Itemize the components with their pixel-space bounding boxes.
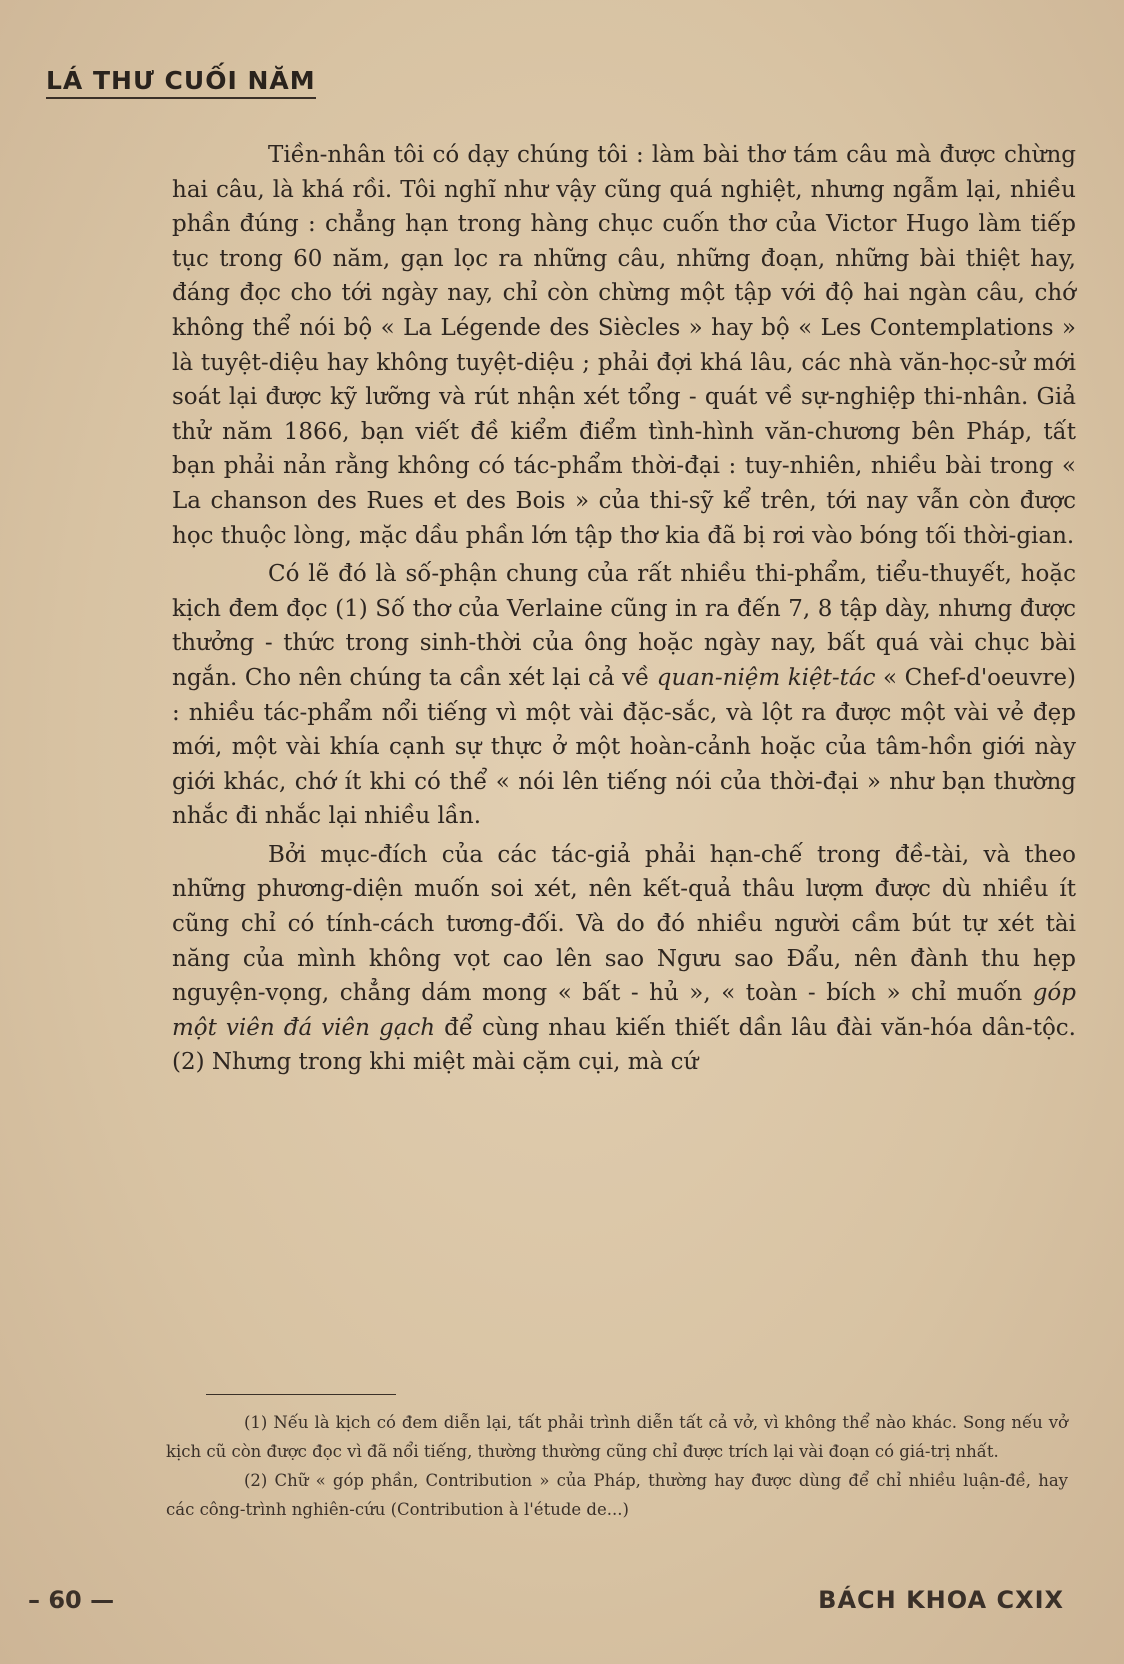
- paragraph-2-text-a: Có lẽ đó là số-phận chung của rất nhiều thi-phẩm, tiểu-thuyết, hoặc kịch đem đọc (1) Số thơ của Verlaine cũng in ra đến 7, 8 tập dày, nhưng được thưởng - thức trong sinh-thời của ông hoặc ngày nay, bất quá vài chục bài ngắn. Cho nên chúng ta cần xét lại cả về: [172, 561, 1076, 691]
- paragraph-2-italic: quan-niệm kiệt-tác: [656, 664, 876, 691]
- page-header-title: LÁ THƯ CUỐI NĂM: [46, 66, 316, 99]
- paragraph-3-text-a: Bởi mục-đích của các tác-giả phải hạn-chế trong đề-tài, và theo những phương-diện muốn soi xét, nên kết-quả thâu lượm được dù nhiều ít cũng chỉ có tính-cách tương-đối. Và do đó nhiều người cầm bút tự xét tài năng của mình không vọt cao lên sao Ngưu sao Đẩu, nên đành thu hẹp nguyện-vọng, chẳng dám mong « bất - hủ », « toàn - bích » chỉ muốn: [172, 841, 1076, 1007]
- article-body: [172, 138, 1076, 1080]
- paragraph-3-italic: góp một viên đá viên gạch: [172, 980, 1076, 1041]
- paragraph-1: Tiền-nhân tôi có dạy chúng tôi : làm bài thơ tám câu mà được chừng hai câu, là khá rồi. Tôi nghĩ như vậy cũng quá nghiệt, nhưng ngẫm lại, nhiều phần đúng : chẳng hạn trong hàng chục cuốn thơ của Victor Hugo làm tiếp tục trong 60 năm, gạn lọc ra những câu, những đoạn, những bài thiệt hay, đáng đọc cho tới ngày nay, chỉ còn chừng một tập với độ hai ngàn câu, chớ không thể nói bộ « La Légende des Siècles » hay bộ « Les Contemplations » là tuyệt-diệu hay không tuyệt-diệu ; phải đợi khá lâu, các nhà văn-học-sử mới soát lại được kỹ lưỡng và rút nhận xét tổng - quát về sự-nghiệp thi-nhân. Giả thử năm 1866, bạn viết đề kiểm điểm tình-hình văn-chương bên Pháp, tất bạn phải nản rằng không có tác-phẩm thời-đại : tuy-nhiên, nhiều bài trong « La chanson des Rues et des Bois » của thi-sỹ kể trên, tới nay vẫn còn được học thuộc lòng, mặc dầu phần lớn tập thơ kia đã bị rơi vào bóng tối thời-gian.: [172, 142, 1076, 549]
- paragraph-3: [172, 838, 1076, 1080]
- footnotes: [166, 1408, 1068, 1524]
- paragraph-3-text-b: để cùng nhau kiến thiết dần lâu đài văn-hóa dân-tộc. (2) Nhưng trong khi miệt mài cặm cụi, mà cứ: [172, 1014, 1076, 1076]
- page-number: – 60 —: [28, 1586, 115, 1614]
- paragraph-2-text-b: « Chef-d'oeuvre) : nhiều tác-phẩm nổi tiếng vì một vài đặc-sắc, và lột ra được một vài vẻ đẹp mới, một vài khía cạnh sự thực ở một hoàn-cảnh hoặc của tâm-hồn giới này giới khác, chớ ít khi có thể « nói lên tiếng nói của thời-đại » như bạn thường nhắc đi nhắc lại nhiều lần.: [172, 664, 1076, 830]
- paragraph-2: [172, 557, 1076, 834]
- footnote-2: (2) Chữ « góp phần, Contribution » của Pháp, thường hay được dùng để chỉ nhiều luận-đề, hay các công-trình nghiên-cứu (Contribution à l'étude de...): [166, 1471, 1068, 1519]
- footnote-1: (1) Nếu là kịch có đem diễn lại, tất phải trình diễn tất cả vở, vì không thể nào khác. Song nếu vở kịch cũ còn được đọc vì đã nổi tiếng, thường thường cũng chỉ được trích lại vài đoạn có giá-trị nhất.: [166, 1413, 1068, 1461]
- footnote-divider: [206, 1394, 396, 1395]
- magazine-issue: BÁCH KHOA CXIX: [818, 1586, 1064, 1614]
